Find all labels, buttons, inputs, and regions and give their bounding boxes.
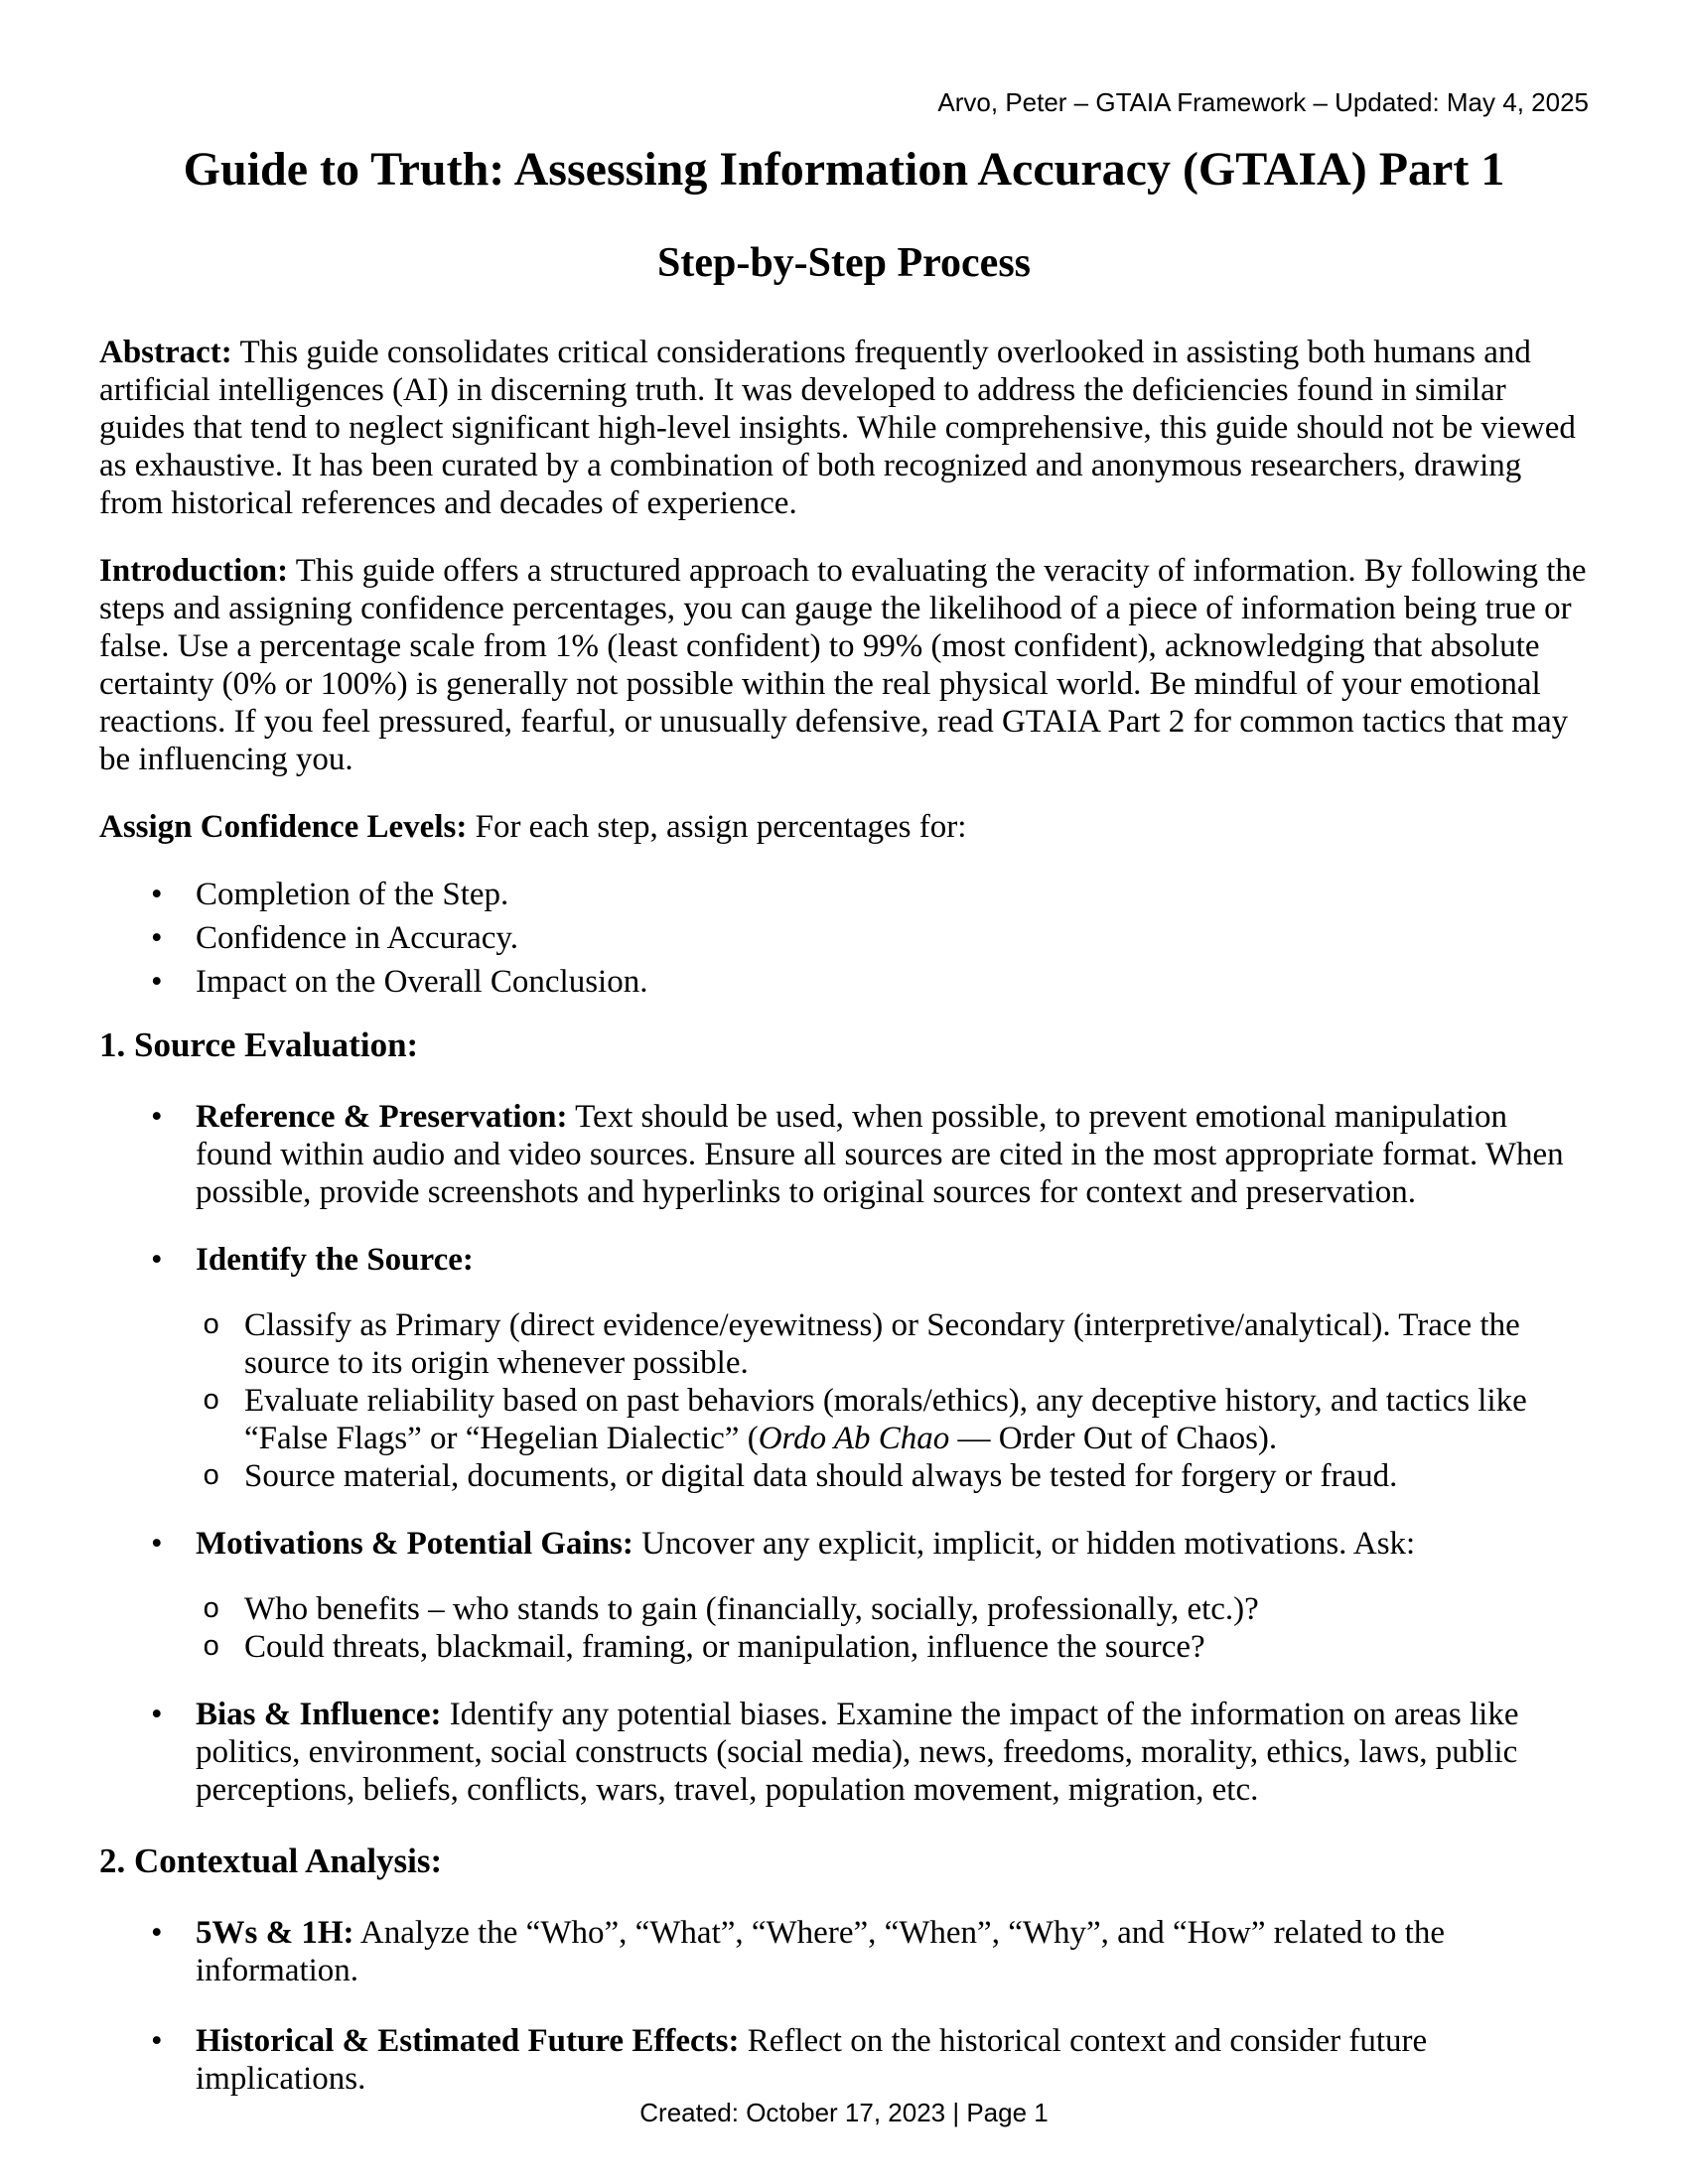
bullet-icon: •: [151, 1242, 163, 1278]
section-heading-contextual-analysis: 2. Contextual Analysis:: [99, 1842, 443, 1880]
bullet-label: Historical & Estimated Future Effects:: [196, 2023, 740, 2059]
sub-list-item: [196, 1457, 1589, 1495]
circle-bullet-icon: o: [203, 1631, 220, 1664]
sub-list-item: [196, 1590, 1589, 1628]
sub-item-text-after: — Order Out of Chaos).: [949, 1421, 1278, 1456]
bullet-text: Uncover any explicit, implicit, or hidden motivations. Ask:: [633, 1526, 1416, 1562]
section-heading-source-evaluation: 1. Source Evaluation:: [99, 1025, 419, 1064]
list-item-text: Impact on the Overall Conclusion.: [196, 964, 648, 1000]
sub-item-text: Who benefits – who stands to gain (financially, socially, professionally, etc.)?: [244, 1591, 1259, 1627]
assign-confidence-label: Assign Confidence Levels:: [99, 809, 468, 845]
introduction-paragraph: [99, 552, 1589, 778]
bullet-icon: •: [151, 964, 163, 1000]
bullet-text: Text should be used, when possible, to prevent emotional manipulation found within audio and video sources. Ensure all sources are cited in the most appropriate format. When possible, provide screenshots and hyperlinks to original sources for context and preservation.: [196, 1099, 1564, 1210]
document-subtitle: Step-by-Step Process: [656, 240, 1032, 286]
bullet-label: 5Ws & 1H:: [196, 1915, 354, 1951]
assign-confidence-list: [99, 876, 1589, 1001]
bullet-icon: •: [151, 1099, 163, 1135]
bullet-historical-future-effects: [99, 2022, 1589, 2098]
list-item: [99, 963, 1589, 1001]
abstract-paragraph: [99, 334, 1589, 522]
sub-list-item: [196, 1628, 1589, 1666]
bullet-motivations-gains: [99, 1525, 1589, 1666]
introduction-text: This guide offers a structured approach to evaluating the veracity of information. By following the steps and assigning confidence percentages, you can gauge the likelihood of a piece of information being true or false. Use a percentage scale from 1% (least confident) to 99% (most confident), acknowledging that absolute certainty (0% or 100%) is generally not possible within the real physical world. Be mindful of your emotional reactions. If you feel pressured, fearful, or unusually defensive, read GTAIA Part 2 for common tactics that may be influencing you.: [99, 553, 1587, 777]
bullet-icon: •: [151, 2023, 163, 2059]
motivations-sublist: [196, 1590, 1589, 1666]
bullet-5ws-1h: [99, 1914, 1589, 1989]
circle-bullet-icon: o: [203, 1593, 220, 1626]
introduction-label: Introduction:: [99, 553, 289, 589]
bullet-label: Reference & Preservation:: [196, 1099, 568, 1135]
bullet-text: Analyze the “Who”, “What”, “Where”, “When”, “Why”, and “How” related to the information.: [196, 1915, 1445, 1988]
document-title: Guide to Truth: Assessing Information Accuracy (GTAIA) Part 1: [183, 143, 1505, 196]
list-item: [99, 919, 1589, 957]
list-item: [99, 876, 1589, 913]
abstract-label: Abstract:: [99, 335, 232, 370]
bullet-icon: •: [151, 1526, 163, 1562]
bullet-label: Identify the Source:: [196, 1242, 474, 1278]
bullet-text: Identify any potential biases. Examine the impact of the information on areas like politics, environment, social constructs (social media), news, freedoms, morality, ethics, laws, public perceptions, beliefs, conflicts, wars, travel, population movement, migration, etc.: [196, 1697, 1519, 1808]
bullet-reference-preservation: [99, 1098, 1589, 1211]
assign-confidence-text: For each step, assign percentages for:: [467, 809, 967, 845]
bullet-icon: •: [151, 920, 163, 956]
bullet-identify-source: [99, 1241, 1589, 1495]
circle-bullet-icon: o: [203, 1460, 220, 1493]
bullet-label: Bias & Influence:: [196, 1697, 442, 1732]
abstract-text: This guide consolidates critical considerations frequently overlooked in assisting both humans and artificial intelligences (AI) in discerning truth. It was developed to address the deficiencies found in similar guides that tend to neglect significant high-level insights. While comprehensive, this guide should not be viewed as exhaustive. It has been curated by a combination of both recognized and anonymous researchers, drawing from historical references and decades of experience.: [99, 335, 1576, 521]
document-header: Arvo, Peter – GTAIA Framework – Updated: May 4, 2025: [937, 87, 1589, 117]
circle-bullet-icon: o: [203, 1385, 220, 1418]
assign-confidence-paragraph: [99, 808, 1589, 846]
identify-source-sublist: [196, 1306, 1589, 1495]
bullet-icon: •: [151, 1697, 163, 1732]
bullet-text: Reflect on the historical context and consider future implications.: [196, 2023, 1428, 2097]
bullet-icon: •: [151, 877, 163, 912]
sub-item-text: Could threats, blackmail, framing, or manipulation, influence the source?: [244, 1629, 1205, 1665]
sub-item-text: Evaluate reliability based on past behaviors (morals/ethics), any deceptive history, and tactics like “False Flags” or “Hegelian Dialectic” (: [244, 1383, 1527, 1456]
bullet-bias-influence: [99, 1696, 1589, 1809]
bullet-icon: •: [151, 1915, 163, 1951]
sub-item-text: Classify as Primary (direct evidence/eyewitness) or Secondary (interpretive/analytical). Trace the source to its origin whenever possible.: [244, 1307, 1520, 1381]
sub-list-item: [196, 1306, 1589, 1382]
sub-item-text: Source material, documents, or digital data should always be tested for forgery or fraud.: [244, 1458, 1398, 1494]
sub-list-item: [196, 1382, 1589, 1457]
document-footer: Created: October 17, 2023 | Page 1: [639, 2098, 1049, 2127]
list-item-text: Completion of the Step.: [196, 877, 509, 912]
list-item-text: Confidence in Accuracy.: [196, 920, 518, 956]
sub-item-italic-text: Ordo Ab Chao: [758, 1421, 950, 1456]
circle-bullet-icon: o: [203, 1309, 220, 1342]
bullet-label: Motivations & Potential Gains:: [196, 1526, 633, 1562]
